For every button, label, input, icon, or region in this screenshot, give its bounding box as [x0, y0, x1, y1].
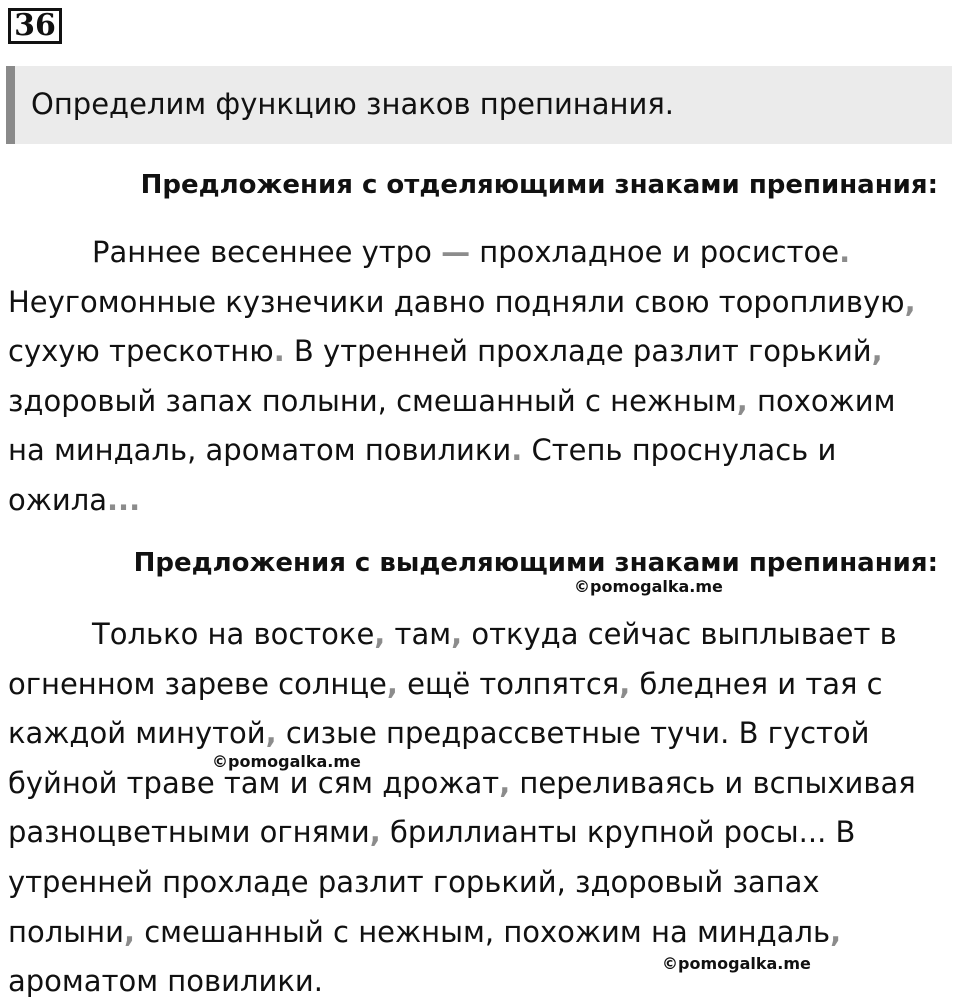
text-run: буйной траве там и сям дрожат	[8, 765, 500, 800]
text-run: каждой минутой	[8, 716, 266, 751]
text-run: Неугомонные кузнечики давно подняли свою торопливую	[8, 284, 905, 319]
highlighted-punctuation: .	[511, 433, 523, 468]
section-heading-isolating: Предложения с выделяющими знаками препинания:	[133, 548, 938, 578]
text-run: разноцветными огнями	[8, 815, 370, 850]
text-line	[8, 426, 938, 476]
text-run: сизые предрассветные тучи. В густой	[276, 716, 870, 751]
text-run: откуда сейчас выплывает в	[462, 617, 897, 651]
text-run: здоровый запах полыни, смешанный с нежным	[8, 383, 737, 418]
text-run: бледнея и тая с	[630, 666, 883, 701]
text-run: полыни	[8, 914, 124, 949]
highlighted-punctuation: ,	[830, 914, 842, 949]
paragraph-isolating	[8, 610, 938, 1007]
highlighted-punctuation: .	[273, 334, 285, 369]
watermark: ©pomogalka.me	[212, 752, 361, 771]
highlighted-punctuation: ,	[123, 914, 135, 949]
text-run: ожила	[8, 482, 108, 517]
text-line	[8, 908, 938, 958]
text-line	[8, 808, 938, 858]
text-run: Степь проснулась и	[522, 433, 837, 468]
highlighted-punctuation: ,	[619, 666, 631, 701]
highlighted-punctuation: ,	[499, 765, 511, 800]
paragraph-separating	[8, 228, 938, 526]
text-line	[8, 327, 938, 377]
text-run: похожим	[747, 383, 896, 418]
highlighted-punctuation: ,	[871, 334, 883, 369]
highlighted-punctuation: ,	[369, 815, 381, 850]
highlighted-punctuation: ,	[451, 617, 463, 651]
text-line	[8, 858, 938, 908]
text-line	[8, 278, 938, 328]
text-run: В утренней прохладе разлит горький	[284, 334, 872, 369]
text-run: смешанный с нежным, похожим на миндаль	[134, 914, 831, 949]
highlighted-punctuation: ,	[374, 617, 386, 651]
highlighted-punctuation: .	[839, 235, 851, 269]
text-line	[8, 759, 938, 809]
watermark: ©pomogalka.me	[662, 954, 811, 973]
text-run: ещё толпятся	[397, 666, 620, 701]
highlighted-punctuation: ,	[904, 284, 916, 319]
section-heading-separating: Предложения с отделяющими знаками препинания:	[140, 170, 938, 200]
highlighted-punctuation: —	[441, 235, 471, 269]
text-run: Только на востоке	[92, 617, 375, 651]
text-run: утренней прохладе разлит горький, здоровый запах	[8, 864, 820, 899]
text-line	[8, 377, 938, 427]
watermark: ©pomogalka.me	[574, 577, 723, 596]
text-line	[8, 709, 938, 759]
text-run: ароматом повилики.	[8, 964, 323, 999]
text-line	[8, 610, 938, 660]
text-run: огненном зареве солнце	[8, 666, 387, 701]
highlighted-punctuation: ...	[107, 482, 141, 517]
text-run: на миндаль, ароматом повилики	[8, 433, 512, 468]
highlighted-punctuation: ,	[265, 716, 277, 751]
highlighted-punctuation: ,	[736, 383, 748, 418]
highlighted-punctuation: ,	[386, 666, 398, 701]
text-line	[8, 228, 938, 278]
text-line	[8, 476, 938, 526]
text-run: Раннее весеннее утро	[92, 235, 442, 269]
text-line	[8, 660, 938, 710]
text-run: бриллианты крупной росы... В	[380, 815, 856, 850]
text-run: сухую трескотню	[8, 334, 274, 369]
text-run: прохладное и росистое	[470, 235, 840, 269]
intro-text: Определим функцию знаков препинания.	[31, 87, 674, 121]
text-run: там	[385, 617, 452, 651]
task-number-badge: 36	[8, 8, 62, 44]
text-run: переливаясь и вспыхивая	[510, 765, 916, 800]
intro-banner	[6, 66, 952, 144]
